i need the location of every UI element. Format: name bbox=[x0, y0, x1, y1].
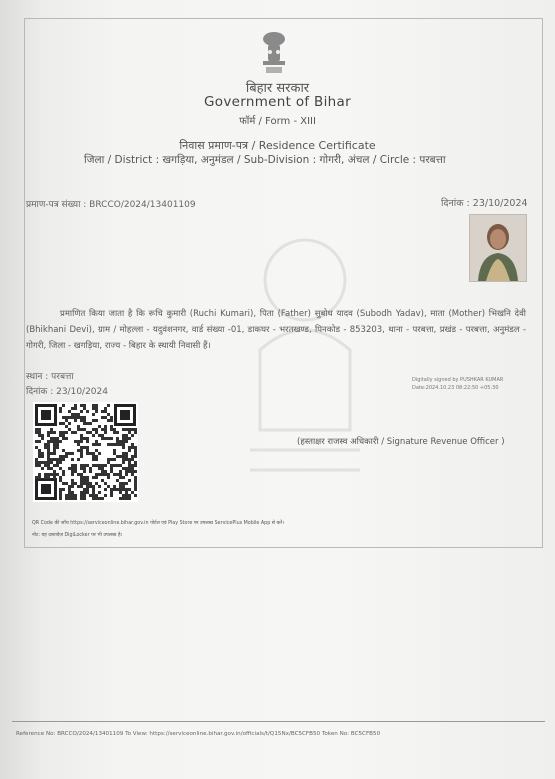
watermark-emblem bbox=[230, 230, 380, 490]
state-name-hindi: बिहार सरकार bbox=[245, 81, 310, 96]
state-emblem-icon bbox=[257, 30, 291, 76]
place-of-issue: स्थान : परबत्ता bbox=[26, 372, 74, 382]
reference-footer: Reference No: BRCCO/2024/13401109 To View: https://serviceonline.bihar.gov.in/officials/t/Q15Nx/BC5CFB50 Token No: BC5CFB50 bbox=[16, 731, 381, 737]
applicant-photo bbox=[469, 214, 527, 282]
issue-date: दिनांक : 23/10/2024 bbox=[441, 198, 528, 209]
qr-verification-note: QR Code की जाँच https://serviceonline.bihar.gov.in पोर्टल एवं Play Store पर उपलब्ध ServicePlus Mobile App से करें। bbox=[32, 521, 285, 526]
form-number: फॉर्म / Form - XIII bbox=[239, 116, 316, 127]
place-date: दिनांक : 23/10/2024 bbox=[26, 387, 108, 397]
digilocker-note: नोट: यह दस्तावेज़ DigiLocker पर भी उपलब्ध है। bbox=[32, 533, 123, 538]
certificate-body-text: प्रमाणित किया जाता है कि रूचि कुमारी (Ruchi Kumari), पिता (Father) सुबोध यादव (Subodh Yadav), माता (Mother) भिखनि देवी (Bhikhani Devi), ग्राम / मोहल्ला - यदुवंशनगर, वार्ड संख्या -01, डाकघर - भरतखण्ड, पिनकोड - 853203, थाना - परबत्ता, प्रखंड - परबत्ता, अनुमंडल - गोगरी, जिला - खगड़िया, राज्य - बिहार के स्थायी निवासी हैं। bbox=[26, 309, 526, 351]
footer-divider bbox=[12, 721, 545, 722]
district-line: जिला / District : खगड़िया, अनुमंडल / Sub-Division : गोगरी, अंचल / Circle : परबत्ता bbox=[84, 154, 446, 166]
certificate-number: प्रमाण-पत्र संख्या : BRCCO/2024/13401109 bbox=[26, 200, 196, 210]
certificate-title: निवास प्रमाण-पत्र / Residence Certificate bbox=[179, 139, 376, 152]
government-title: Government of Bihar bbox=[204, 94, 351, 110]
digital-signature-name: Digitally signed by PUSHKAR KUMAR bbox=[412, 377, 504, 383]
digital-signature-date: Date:2024.10.23 08:22:50 +05:30 bbox=[412, 385, 499, 391]
qr-code[interactable] bbox=[33, 402, 138, 502]
signature-label: (हस्ताक्षर राजस्व अधिकारी / Signature Revenue Officer ) bbox=[297, 437, 505, 447]
